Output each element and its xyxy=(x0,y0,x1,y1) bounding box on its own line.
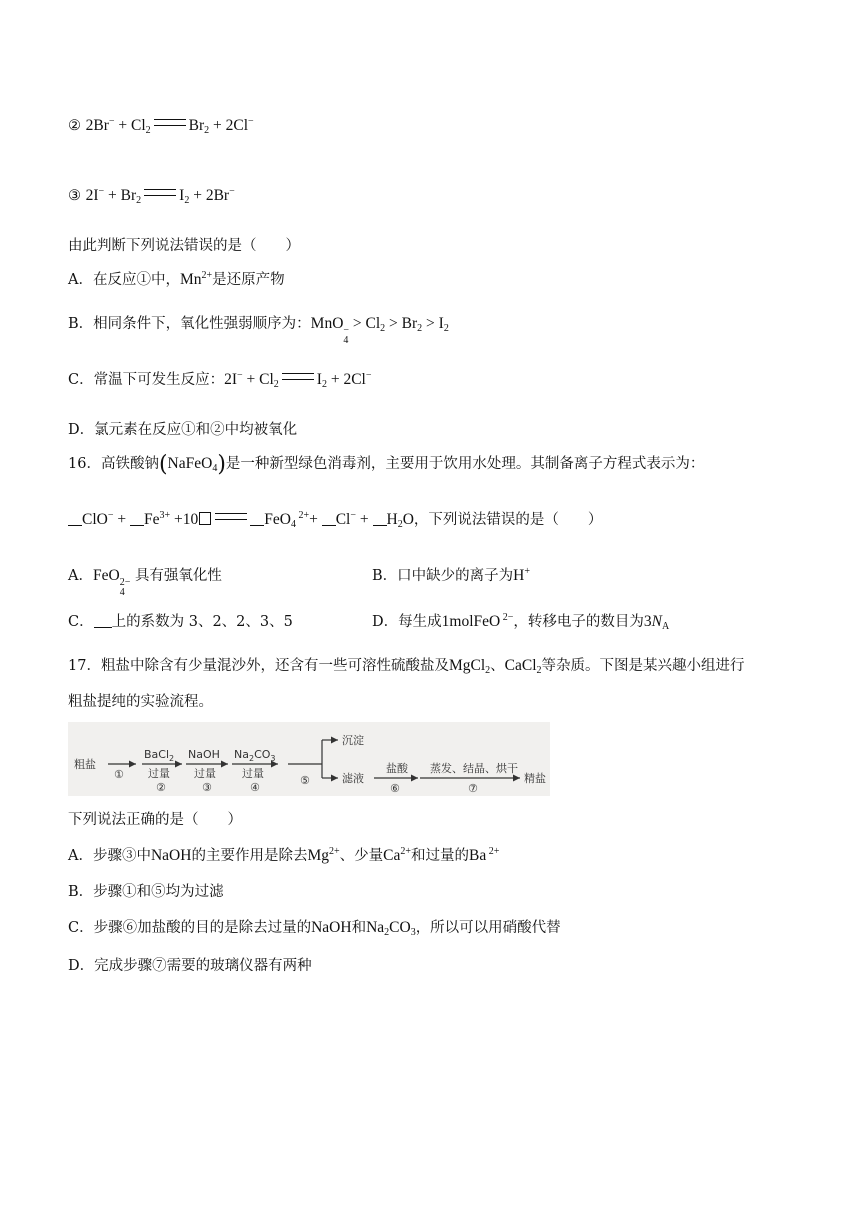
q16-stem: 16．高铁酸钠(NaFeO$_4$)是一种新型绿色消毒剂，主要用于饮用水处理。其制备离子方程式表示为： xyxy=(68,452,705,477)
q16-option-c: C． 上的系数为 3、2、2、3、5 xyxy=(68,614,293,630)
equals-sign xyxy=(282,373,314,380)
svg-text:Na2CO3: $Na_2CO_3$ xyxy=(234,748,276,763)
reagent-1-amount: 过量 xyxy=(148,767,170,780)
q17-question: 下列说法正确的是（ ） xyxy=(68,812,242,828)
q17-option-d: D．完成步骤⑦需要的玻璃仪器有两种 xyxy=(68,958,312,974)
blank xyxy=(250,511,264,526)
flow-end: 精盐 xyxy=(524,772,546,785)
q15-option-a: A．在反应①中，$Mn^{2+}$是还原产物 xyxy=(68,270,285,288)
q15-option-c: C．常温下可发生反应：$2I^- + Cl_2$ $I_2 + 2Cl^-$ xyxy=(68,370,372,390)
svg-text:BaCl2: BaCl$_2$ xyxy=(144,748,175,763)
blank xyxy=(68,511,82,526)
equals-sign xyxy=(144,189,176,196)
process-7: 蒸发、结晶、烘干 xyxy=(430,762,518,775)
reaction-number: ② xyxy=(68,118,81,134)
q15-option-d: D．氯元素在反应①和②中均被氧化 xyxy=(68,422,298,438)
q17-option-a: A．步骤③中NaOH的主要作用是除去$Mg^{2+}$、少量$Ca^{2+}$和过量的Ba $^{2+}$ xyxy=(68,846,500,864)
q17-stem-line1: 17．粗盐中除含有少量混沙外，还含有一些可溶性硫酸盐及MgCl$_2$、CaCl$_2$等杂质。下图是某兴趣小组进行 xyxy=(68,657,745,676)
flow-step-7: ⑦ xyxy=(468,782,478,795)
blank xyxy=(373,511,387,526)
blank xyxy=(130,511,144,526)
reagent-3-amount: 过量 xyxy=(242,767,264,780)
reagent-2-amount: 过量 xyxy=(194,767,216,780)
q16-option-a: A．FeO 2− 4 具有强氧化性 xyxy=(68,567,222,598)
flow-step-4: ④ xyxy=(250,781,260,794)
q15-option-b: B．相同条件下，氧化性强弱顺序为：MnO − 4 > $Cl_2 > Br_2 > I_2$ xyxy=(68,315,449,346)
precipitate-label: 沉淀 xyxy=(342,734,364,747)
equals-sign xyxy=(215,513,247,520)
reagent-3: Na xyxy=(234,748,249,761)
reaction-2: ② $2Br^- + Cl_2$ $Br_2 + 2Cl^-$ xyxy=(68,116,254,136)
q17-option-c: C．步骤⑥加盐酸的目的是除去过量的NaOH和$Na_2CO_3$，所以可以用硝酸代替 xyxy=(68,919,561,938)
flow-start: 粗盐 xyxy=(74,758,96,771)
blank xyxy=(322,511,336,526)
flow-step-2: ② xyxy=(156,781,166,794)
q16-option-b: B．口中缺少的离子为H+ xyxy=(372,566,530,584)
reaction-3: ③ $2I^- + Br_2$ $I_2 + 2Br^-$ xyxy=(68,186,235,206)
flow-step-3: ③ xyxy=(202,781,212,794)
reagent-1: BaCl xyxy=(144,748,170,761)
q16-equation: $ClO^- + Fe^{3+} +10$ FeO$_4$ $^{2+}+ Cl^- + H_2O$，下列说法错误的是（ ） xyxy=(68,510,602,530)
reagent-2: NaOH xyxy=(188,748,220,761)
q17-stem-line2: 粗盐提纯的实验流程。 xyxy=(68,694,213,710)
blank xyxy=(94,613,112,628)
q17-option-b: B．步骤①和⑤均为过滤 xyxy=(68,884,224,900)
flowchart-svg xyxy=(68,722,550,796)
flow-step-5: ⑤ xyxy=(300,774,310,787)
q16-option-d: D．每生成1molFeO $^{2-}$，转移电子的数目为$3N_A$ xyxy=(372,612,670,632)
flow-step-6: ⑥ xyxy=(390,782,400,795)
salt-purification-flowchart xyxy=(68,722,550,796)
reaction-number: ③ xyxy=(68,188,81,204)
reagent-6: 盐酸 xyxy=(386,762,408,775)
q15-stem: 由此判断下列说法错误的是（ ） xyxy=(68,238,300,254)
equals-sign xyxy=(154,119,186,126)
flow-step-1: ① xyxy=(114,768,124,781)
filtrate-label: 滤液 xyxy=(342,772,364,785)
missing-ion-box xyxy=(199,512,211,525)
